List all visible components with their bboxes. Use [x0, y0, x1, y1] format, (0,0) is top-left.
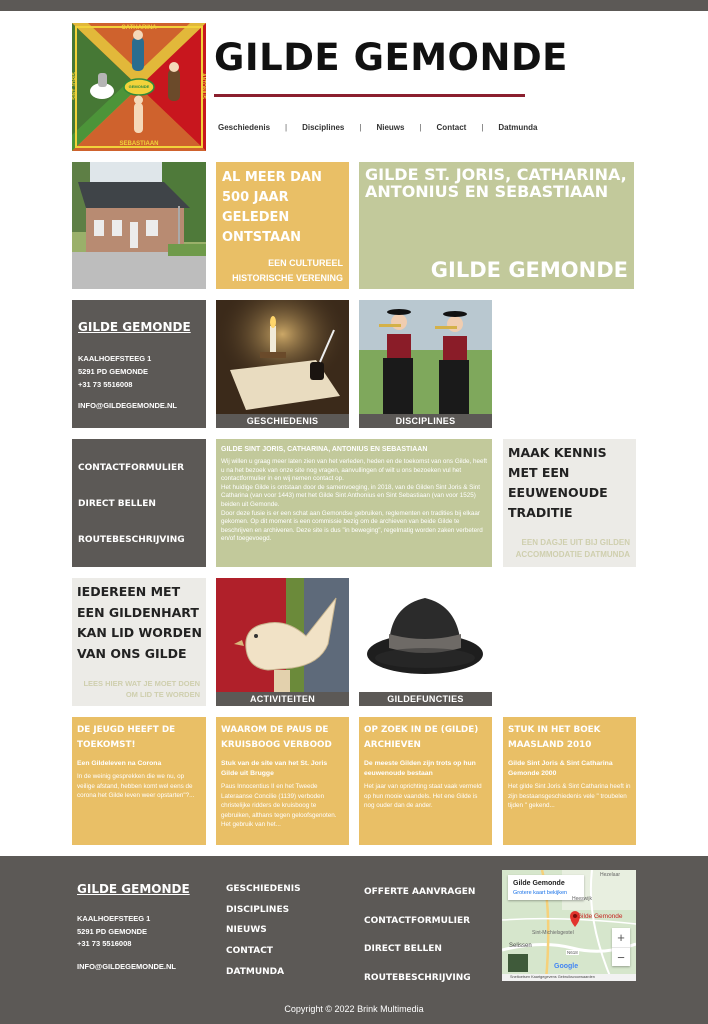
- footer: [0, 856, 708, 1024]
- news-body: Het gilde Sint Joris & Sint Catharina heeft in zijn bestaansgeschiedenis vele " troubelen tijden " gekend...: [508, 783, 631, 809]
- building-photo: [72, 162, 206, 289]
- footer-nav: [226, 879, 301, 983]
- map-place-name: Gilde Gemonde: [513, 880, 565, 887]
- tile-disciplines-label: DISCIPLINES: [359, 414, 492, 428]
- link-contactformulier[interactable]: CONTACTFORMULIER: [78, 463, 185, 473]
- nav-disciplines[interactable]: Disciplines: [302, 122, 345, 132]
- news-subtitle: Een Gildeleven na Corona: [77, 760, 162, 767]
- news-card[interactable]: [359, 717, 492, 845]
- tile-500-jaar-heading: AL MEER DAN 500 JAAR GELEDEN ONTSTAAN: [222, 170, 322, 245]
- logo-bottom-text: SEBASTIAAN: [119, 141, 159, 147]
- news-subtitle: Gilde Sint Joris & Sint Catharina Gemonde 2000: [508, 760, 613, 777]
- tile-kennis-heading: MAAK KENNIS MET EEN EEUWENOUDE TRADITIE: [508, 445, 608, 520]
- copyright: Copyright © 2022 Brink Multimedia: [284, 1004, 424, 1014]
- contact-card-title[interactable]: GILDE GEMONDE: [78, 320, 191, 334]
- nav-contact[interactable]: Contact: [436, 122, 467, 132]
- about-paragraph-3: Door deze fusie is er een schat aan Gemondse gebruiken, reglementen en tradities bij elkaar gekomen. Op dit moment is een commissie bezig om de archieven van beide Gilde te beschrijven en archiveren. Deze site is dus "in beweging", regelmatig worden zaken verbeterd en/of toegevoegd.: [221, 509, 483, 543]
- footer-link-direct-bellen[interactable]: DIRECT BELLEN: [364, 944, 442, 955]
- logo-center-text: GEMONDE: [128, 84, 150, 89]
- map-larger-link[interactable]: Grotere kaart bekijken: [513, 890, 568, 896]
- tile-kennis[interactable]: [503, 439, 636, 567]
- logo-top-text: CATHARINA: [121, 25, 157, 31]
- nav-separator: |: [285, 122, 288, 132]
- nav-separator: |: [419, 122, 422, 132]
- link-direct-bellen[interactable]: DIRECT BELLEN: [78, 499, 156, 509]
- tile-geschiedenis-label: GESCHIEDENIS: [216, 414, 349, 428]
- news-body: Het jaar van oprichting staat vaak vermeld op hun mooie vaandels. Het ene Gilde is nog ouder dan de ander.: [364, 783, 482, 809]
- tile-gildefuncties[interactable]: [359, 578, 492, 706]
- tile-lid-heading: IEDEREEN MET EEN GILDENHART KAN LID WORDEN VAN ONS GILDE: [77, 584, 202, 661]
- contact-address-2: 5291 PD GEMONDE: [78, 367, 149, 376]
- tile-gilde-names: [359, 162, 634, 289]
- tile-gildefuncties-label: GILDEFUNCTIES: [359, 692, 492, 706]
- tile-500-jaar[interactable]: [216, 162, 349, 289]
- tile-kennis-sub: EEN DAGJE UIT BIJ GILDEN ACCOMMODATIE DATMUNDA: [515, 538, 630, 559]
- map-pin-label: Gilde Gemonde: [577, 913, 623, 920]
- tile-disciplines[interactable]: [359, 300, 492, 428]
- tile-gilde-names-heading: GILDE ST. JORIS, CATHARINA, ANTONIUS EN SEBASTIAAN: [365, 165, 627, 201]
- hat-illustration: [359, 578, 492, 692]
- tile-activiteiten-label: ACTIVITEITEN: [216, 692, 349, 706]
- map-road-label: N618: [567, 950, 578, 955]
- footer-links: [364, 878, 475, 993]
- tile-gilde-names-big: GILDE GEMONDE: [430, 258, 628, 282]
- link-routebeschrijving[interactable]: ROUTEBESCHRIJVING: [78, 535, 185, 545]
- title-underline: [214, 94, 525, 97]
- footer-email[interactable]: INFO@GILDEGEMONDE.NL: [77, 962, 176, 971]
- dove-illustration: [216, 578, 349, 692]
- footer-nav-contact[interactable]: CONTACT: [226, 946, 273, 957]
- about-gilde: [216, 439, 492, 567]
- tile-activiteiten[interactable]: [216, 578, 349, 706]
- site-title[interactable]: GILDE GEMONDE: [214, 36, 568, 79]
- map-town-label: Hezelaar: [600, 872, 621, 878]
- history-scroll-illustration: [216, 300, 349, 414]
- footer-address-1: KAALHOEFSTEEG 1: [77, 914, 151, 923]
- news-subtitle: De meeste Gilden zijn trots op hun eeuwenoude bestaan: [364, 760, 476, 777]
- about-paragraph-1: Wij willen u graag meer laten zien van het verleden, heden en de toekomst van ons Gilde, heeft u na het bezoek van onze site nog vragen, aanvullingen of wilt u ons bezoeken vul het contactformulier in en wij nemen contact op.: [221, 458, 488, 483]
- news-card[interactable]: [503, 717, 636, 845]
- contact-phone[interactable]: +31 73 5516008: [78, 380, 133, 389]
- trumpeters-illustration: [359, 300, 492, 414]
- map-zoom-in-button[interactable]: +: [617, 930, 625, 945]
- footer-link-offerte[interactable]: OFFERTE AANVRAGEN: [364, 887, 476, 897]
- footer-phone[interactable]: +31 73 5516008: [77, 939, 132, 948]
- tile-lid-worden[interactable]: [72, 578, 206, 706]
- map-town-label: Heeswijk: [572, 896, 593, 902]
- quick-links: [72, 439, 206, 567]
- footer-nav-disciplines[interactable]: DISCIPLINES: [226, 904, 290, 915]
- news-body: Paus Innocentius II en het Tweede Lateraanse Concilie (1139) verboden christelijke ridders de kruisboog te gebruiken, althans tegen geloofsgenoten. Het gebruik van het...: [221, 783, 337, 828]
- map-embed[interactable]: [502, 870, 636, 981]
- footer-link-contactformulier[interactable]: CONTACTFORMULIER: [364, 915, 471, 926]
- news-title: OP ZOEK IN DE (GILDE) ARCHIEVEN: [364, 725, 479, 750]
- news-card[interactable]: [72, 717, 206, 845]
- map-town-label: Selissen: [509, 943, 532, 949]
- logo-right-text: ANTONIUS: [200, 72, 206, 100]
- logo-left-text: SINT JORIS: [72, 72, 78, 100]
- footer-nav-datmunda[interactable]: DATMUNDA: [226, 966, 285, 977]
- footer-link-routebeschrijving[interactable]: ROUTEBESCHRIJVING: [364, 973, 471, 984]
- news-title: WAAROM DE PAUS DE KRUISBOOG VERBOOD: [221, 725, 332, 750]
- top-bar: [0, 0, 708, 11]
- news-card[interactable]: [216, 717, 349, 845]
- contact-email[interactable]: INFO@GILDEGEMONDE.NL: [78, 401, 177, 410]
- map-zoom-out-button[interactable]: −: [612, 947, 630, 966]
- tile-lid-sub: LEES HIER WAT JE MOET DOEN OM LID TE WORDEN: [83, 679, 200, 699]
- footer-address-2: 5291 PD GEMONDE: [77, 926, 148, 936]
- nav-geschiedenis[interactable]: Geschiedenis: [218, 122, 271, 132]
- nav-separator: |: [359, 122, 362, 132]
- nav-datmunda[interactable]: Datmunda: [498, 122, 538, 132]
- footer-nav-nieuws[interactable]: NIEUWS: [226, 925, 267, 936]
- about-title: GILDE SINT JORIS, CATHARINA, ANTONIUS EN SEBASTIAAN: [221, 446, 428, 453]
- tile-geschiedenis[interactable]: [216, 300, 349, 428]
- building-illustration: [72, 162, 206, 289]
- map-attribution[interactable]: Sneltoetsen Kaartgegevens Gebruiksvoorwaarden: [510, 975, 595, 979]
- nav-nieuws[interactable]: Nieuws: [376, 122, 405, 132]
- contact-address-1: KAALHOEFSTEEG 1: [78, 354, 152, 363]
- map-google-logo: Google: [554, 963, 579, 970]
- site-logo[interactable]: [72, 23, 206, 151]
- news-body: In de weinig gesprekken die we nu, op veilige afstand, hebben komt wel eens de corona het Gilde leven weer opstarten"?...: [77, 773, 195, 799]
- footer-title[interactable]: GILDE GEMONDE: [77, 882, 190, 896]
- news-title: STUK IN HET BOEK MAASLAND 2010: [508, 725, 601, 750]
- nav-separator: |: [481, 122, 484, 132]
- footer-nav-geschiedenis[interactable]: GESCHIEDENIS: [226, 884, 301, 894]
- tile-500-jaar-sub: EEN CULTUREEL HISTORISCHE VERENING: [232, 258, 343, 283]
- news-subtitle: Stuk van de site van het St. Joris Gilde uit Brugge: [221, 760, 328, 777]
- map-town-label: Sint-Michielsgestel: [532, 930, 574, 936]
- about-paragraph-2: Het huidige Gilde is ontstaan door de samenvoeging, in 2018, van de Gilden Sint Joris & Sint Catharina (van voor 1443) met het Gilde Sint Anthonius en Sint Sebastiaan (van voor 1525) beiden uit Gemonde.: [221, 483, 481, 508]
- contact-card: [72, 300, 206, 428]
- news-title: DE JEUGD HEEFT DE TOEKOMST!: [77, 725, 176, 750]
- main-nav: [218, 121, 538, 133]
- map-zoom-controls: [612, 928, 630, 966]
